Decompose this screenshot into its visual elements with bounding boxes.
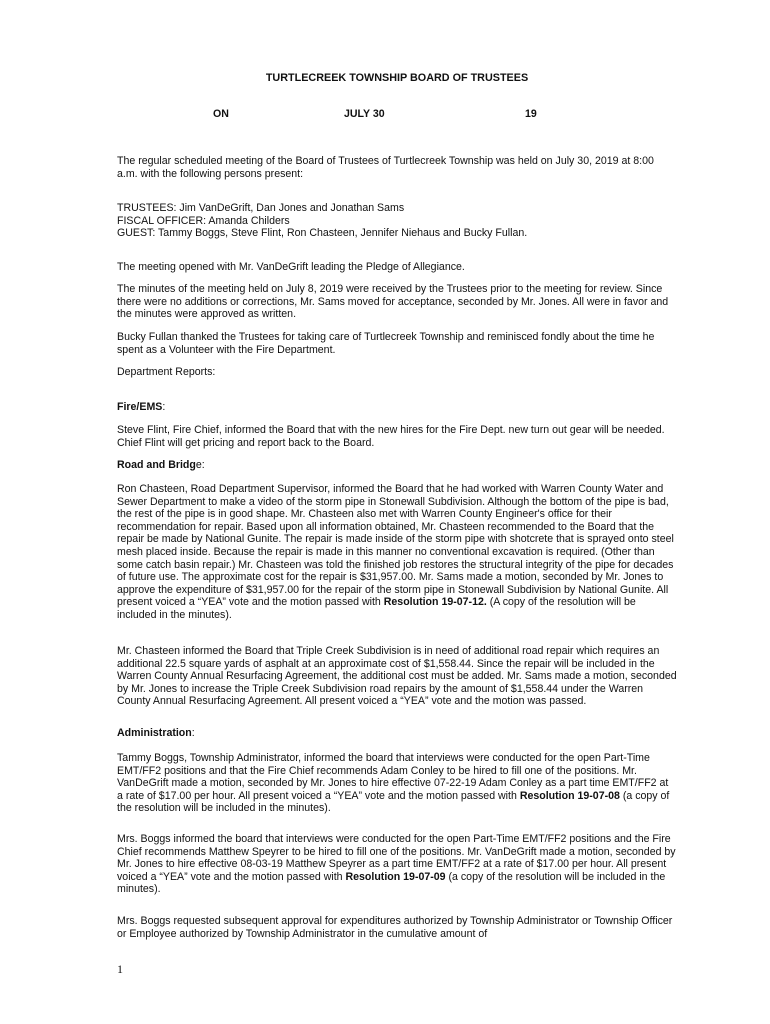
page-number: 1 — [117, 962, 123, 976]
triple-creek-paragraph: Mr. Chasteen informed the Board that Triple Creek Subdivision is in need of additional road repair which requires an additional 22.5 square yards of asphalt at an approximate cost of $1,558.44. Since the repair will be included in the Warren County Annual Resurfacing Agreement, the additional cost must be added. Mr. Sams made a motion, seconded by Mr. Jones to increase the Triple Creek Subdivision road repairs by the amount of $1,558.44 under the Warren County Annual Resurfacing Agreement. All present voiced a “YEA” vote and the motion was passed. — [117, 645, 677, 708]
road-resolution-ref: Resolution 19-07-12. — [383, 596, 487, 609]
intro-paragraph: The regular scheduled meeting of the Board of Trustees of Turtlecreek Township was held on July 30, 2019 at 8:00 a.m. with the following persons present: — [117, 155, 654, 180]
guests-line: GUEST: Tammy Boggs, Steve Flint, Ron Chasteen, Jennifer Niehaus and Bucky Fullan. — [117, 227, 528, 240]
attendees-block — [117, 202, 677, 240]
fiscal-officer-line: FISCAL OFFICER: Amanda Childers — [117, 214, 290, 227]
road-bridge-heading-tail: e: — [195, 459, 205, 471]
trustees-line: TRUSTEES: Jim VanDeGrift, Dan Jones and Jonathan Sams — [117, 202, 405, 214]
road-repair-text: Ron Chasteen, Road Department Supervisor, informed the Board that he had worked with Warren County Water and Sewer Department to make a video of the storm pipe in Stonewall Subdivision. Although the bottom of the pipe is bad, the rest of the pipe is in good shape. Mr. Chasteen also met with Warren County Engineer's office for their recommendation for repair. Based upon all information obtained, Mr. Chasteen recommended to the Board that the repair be made by National Gunite. The repair is made inside of the storm pipe with shotcrete that is sprayed onto steel mesh placed inside. Because the repair is made in this manner no conventional excavation is required. (Other than some catch basin repair.) Mr. Chasteen was told the finished job restores the structural integrity of the pipe for decades of future use. The approximate cost for the repair is $31,957.00. Mr. Sams made a motion, seconded by Mr. Jones to approve the expenditure of $31,957.00 for the repair of the storm pipe in Stonewall Subdivision by National Gunite. All present voiced a “YEA” vote and the motion passed with — [117, 483, 674, 609]
administration-heading-colon: : — [191, 727, 195, 739]
fire-ems-heading-text: Fire/EMS — [117, 401, 163, 413]
date-month-day: JULY 30 — [344, 108, 385, 120]
date-on-label: ON — [213, 108, 229, 120]
speyrer-hire-text: Mrs. Boggs informed the board that interviews were conducted for the open Part-Time EMT/FF2 positions and the Fire Chief recommends Matthew Speyrer to be hired to fill one of the positions. Mr. VanDeGrift made a motion, seconded by Mr. Jones to hire effective 08-03-19 Matthew Speyrer as a part time EMT/FF2 at a rate of $17.00 per hour. All present voiced a “YEA” vote and the motion passed with — [117, 833, 676, 883]
administration-heading — [117, 727, 677, 740]
road-repair-tail: (A copy of the resolution will be included in the minutes). — [117, 596, 636, 621]
conley-hire-text: Tammy Boggs, Township Administrator, informed the board that interviews were conducted for the open Part-Time EMT/FF2 positions and that the Fire Chief recommends Adam Conley to be hired to fill one of the positions. Mr. VanDeGrift made a motion, seconded by Mr. Jones to hire effective 07-22-19 Adam Conley as a part time EMT/FF2 at a rate of $17.00 per hour. All present voiced a “YEA” vote and the motion passed with — [117, 752, 669, 802]
road-bridge-heading-text: Road and Bridg — [117, 459, 196, 471]
road-bridge-heading — [117, 459, 677, 472]
bucky-thanks-paragraph: Bucky Fullan thanked the Trustees for taking care of Turtlecreek Township and reminisced fondly about the time he spent as a Volunteer with the Fire Department. — [117, 331, 655, 356]
date-year: 19 — [525, 108, 537, 120]
opening-paragraph: The meeting opened with Mr. VanDeGrift leading the Pledge of Allegiance. — [117, 261, 465, 273]
road-repair-paragraph — [117, 483, 677, 622]
speyrer-resolution-ref: Resolution 19-07-09 — [345, 870, 446, 883]
meeting-date-line — [117, 108, 677, 122]
expenditures-paragraph: Mrs. Boggs requested subsequent approval for expenditures authorized by Township Administrator or Township Officer or Employee authorized by Township Administrator in the cumulative amount of — [117, 915, 673, 940]
minutes-approval-paragraph: The minutes of the meeting held on July 8, 2019 were received by the Trustees prior to the meeting for review. Since there were no additions or corrections, Mr. Sams moved for acceptance, seconded by Mr. Jones. All were in favor and the minutes were approved as written. — [117, 283, 669, 321]
speyrer-hire-paragraph — [117, 833, 677, 896]
administration-heading-text: Administration — [117, 727, 192, 739]
conley-resolution-ref: Resolution 19-07-08 — [519, 789, 620, 802]
department-reports-label: Department Reports: — [117, 366, 216, 378]
conley-hire-tail: (a copy of the resolution will be included in the minutes). — [117, 789, 670, 815]
fire-ems-paragraph: Steve Flint, Fire Chief, informed the Board that with the new hires for the Fire Dept. new turn out gear will be needed. Chief Flint will get pricing and report back to the Board. — [117, 424, 665, 449]
conley-hire-paragraph — [117, 752, 677, 815]
speyrer-hire-tail: (a copy of the resolution will be included in the minutes). — [117, 870, 666, 896]
fire-ems-heading-colon: : — [162, 401, 166, 413]
fire-ems-heading — [117, 401, 677, 414]
document-title: TURTLECREEK TOWNSHIP BOARD OF TRUSTEES — [265, 72, 529, 84]
